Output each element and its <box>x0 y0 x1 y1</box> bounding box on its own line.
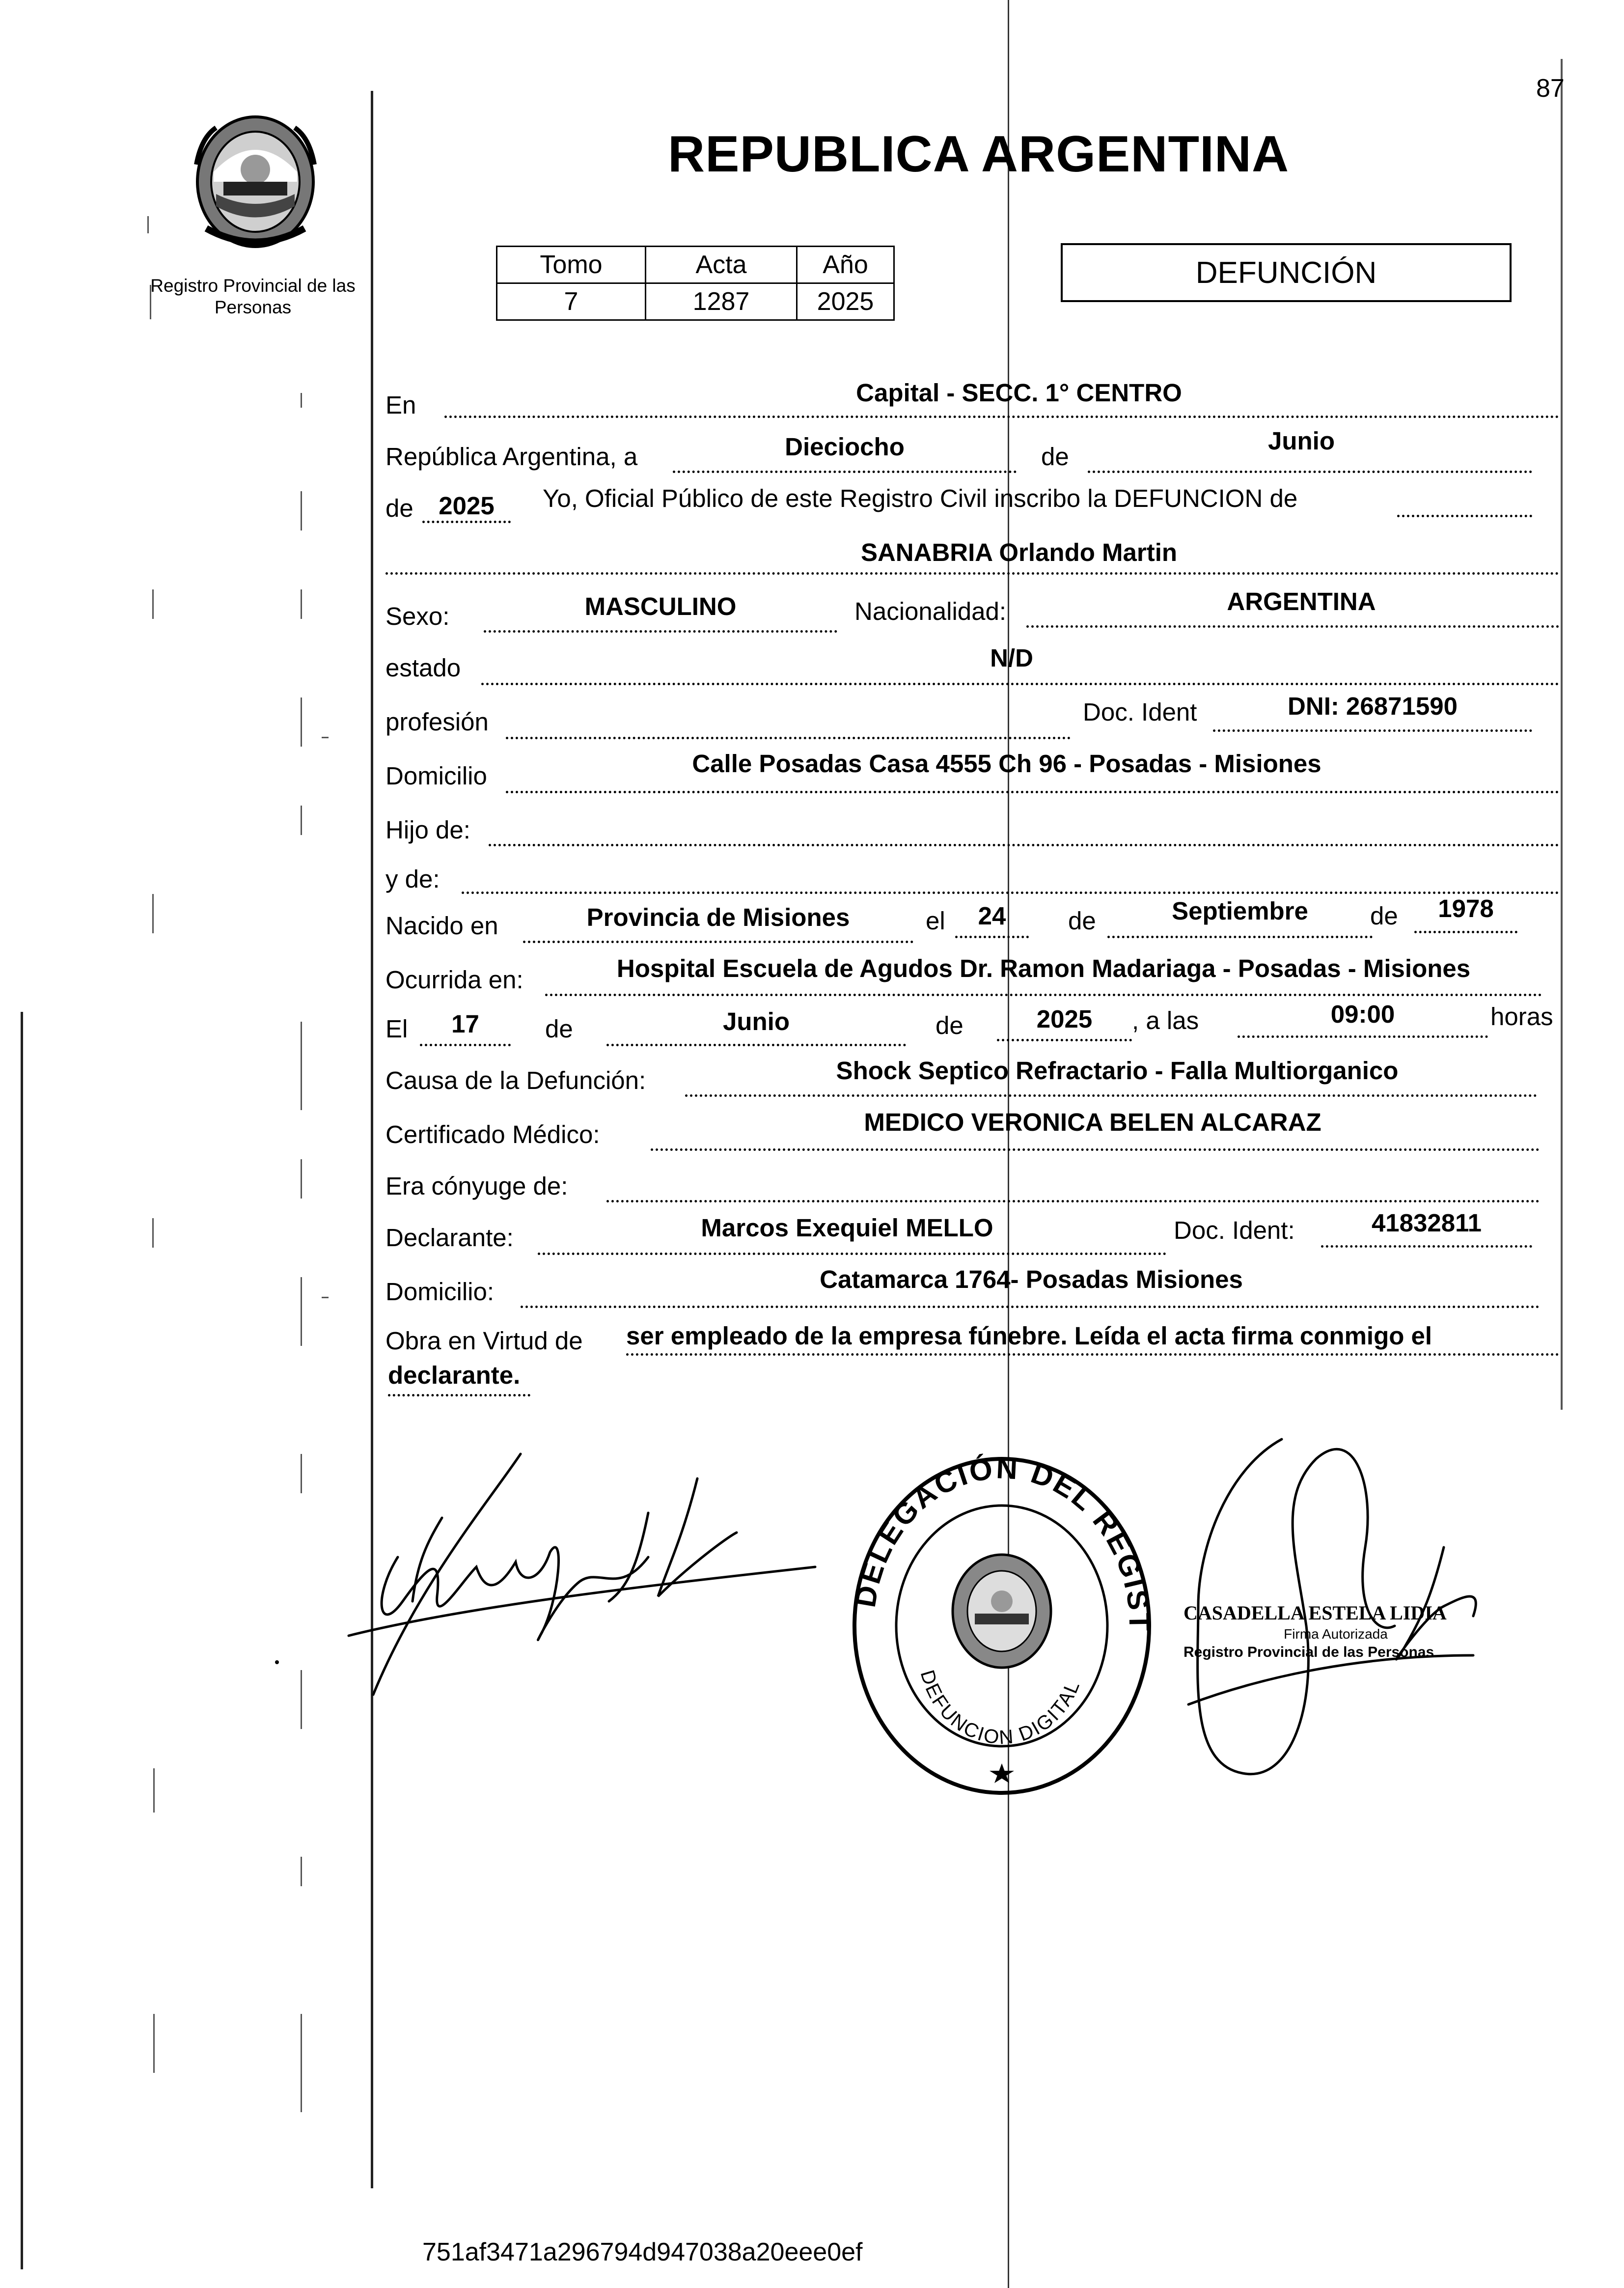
value-documento: DNI: 26871590 <box>1288 692 1458 720</box>
dotted-line <box>422 521 511 523</box>
page-number: 87 <box>1536 74 1565 103</box>
value-dia-texto: Dieciocho <box>785 433 905 461</box>
dotted-line <box>388 1394 530 1396</box>
label-de-n1: de <box>1068 907 1096 935</box>
official-stamp-block <box>1184 1601 1488 1661</box>
official-signature <box>1169 1400 1513 1793</box>
label-de-n2: de <box>1370 902 1398 930</box>
value-sexo: MASCULINO <box>584 592 737 620</box>
record-type-box: DEFUNCIÓN <box>1061 243 1512 302</box>
value-nac-mes: Septiembre <box>1172 897 1308 925</box>
official-stamp-office: Registro Provincial de las Personas <box>1184 1644 1434 1660</box>
official-stamp-role: Firma Autorizada <box>1284 1626 1388 1642</box>
label-republica: República Argentina, a <box>385 443 638 471</box>
dotted-line <box>1088 471 1532 473</box>
label-domicilio-2: Domicilio: <box>385 1278 495 1306</box>
value-nac-anio: 1978 <box>1438 894 1494 922</box>
label-estado: estado <box>385 654 461 682</box>
dotted-line <box>606 1200 1540 1202</box>
dotted-line <box>606 1044 906 1046</box>
dotted-line <box>955 936 1029 938</box>
dotted-line <box>997 1039 1132 1041</box>
value-nacionalidad: ARGENTINA <box>1227 587 1376 615</box>
meta-header-tomo: Tomo <box>497 247 646 283</box>
label-el: el <box>926 907 945 935</box>
value-obra-line2: declarante. <box>388 1361 521 1389</box>
dotted-line <box>1213 729 1532 732</box>
label-doc-ident-2: Doc. Ident: <box>1174 1216 1295 1244</box>
label-en: En <box>385 391 416 419</box>
left-margin-rule <box>371 91 373 2188</box>
dotted-line <box>651 1148 1540 1151</box>
value-declarante: Marcos Exequiel MELLO <box>701 1214 993 1242</box>
label-nacionalidad: Nacionalidad: <box>854 597 1007 625</box>
label-certificado: Certificado Médico: <box>385 1120 600 1148</box>
dotted-line <box>489 844 1559 846</box>
label-doc-ident: Doc. Ident <box>1083 698 1197 726</box>
dotted-line <box>506 737 1071 739</box>
value-certificado: MEDICO VERONICA BELEN ALCARAZ <box>864 1108 1321 1136</box>
dotted-line <box>385 572 1559 575</box>
provincial-seal-logo <box>187 108 324 255</box>
dotted-line <box>444 416 1559 418</box>
label-de-o2: de <box>936 1011 963 1039</box>
dotted-line <box>521 1306 1540 1308</box>
label-sexo: Sexo: <box>385 602 450 630</box>
label-el-2: El <box>385 1015 408 1043</box>
registry-label: Registro Provincial de las Personas <box>150 276 356 317</box>
meta-value-tomo: 7 <box>497 283 646 320</box>
label-de-o1: de <box>545 1015 573 1043</box>
value-nombre: SANABRIA Orlando Martin <box>860 538 1178 566</box>
label-de-1: de <box>1041 443 1069 471</box>
dotted-line <box>1107 936 1373 938</box>
value-anio: 2025 <box>439 492 495 520</box>
label-obra: Obra en Virtud de <box>385 1327 583 1355</box>
value-nac-dia: 24 <box>978 902 1006 930</box>
meta-header-anio: Año <box>797 247 894 283</box>
label-horas: horas <box>1490 1003 1553 1031</box>
label-declarante: Declarante: <box>385 1224 514 1252</box>
meta-value-acta: 1287 <box>646 283 797 320</box>
delegation-stamp <box>845 1444 1159 1798</box>
label-domicilio: Domicilio <box>385 762 487 790</box>
value-causa: Shock Septico Refractario - Falla Multiorganico <box>836 1057 1399 1085</box>
dotted-line <box>481 683 1559 685</box>
label-de-2: de <box>385 494 413 522</box>
label-y-de: y de: <box>385 865 440 893</box>
footer-hash: 751af3471a296794d947038a20eee0ef <box>422 2238 863 2266</box>
value-obra-line1: ser empleado de la empresa fúnebre. Leída el acta firma conmigo el <box>626 1322 1432 1350</box>
value-domicilio: Calle Posadas Casa 4555 Ch 96 - Posadas - Misiones <box>692 750 1321 778</box>
value-lugar: Capital - SECC. 1° CENTRO <box>856 379 1182 407</box>
value-mes: Junio <box>1268 427 1335 455</box>
dotted-line <box>538 1253 1166 1255</box>
dotted-line <box>685 1094 1537 1097</box>
dotted-line <box>506 791 1559 793</box>
dotted-line <box>1321 1245 1532 1248</box>
right-margin-rule <box>1561 59 1563 1410</box>
dotted-line <box>523 941 913 943</box>
value-def-anio: 2025 <box>1036 1005 1093 1033</box>
dotted-line <box>1238 1035 1488 1038</box>
stamp-inner-text: DEFUNCION DIGITAL <box>916 1668 1084 1749</box>
value-declarante-domicilio: Catamarca 1764- Posadas Misiones <box>820 1265 1243 1293</box>
label-nacido-en: Nacido en <box>385 912 498 940</box>
value-nacido-en: Provincia de Misiones <box>586 903 850 931</box>
value-def-dia: 17 <box>451 1010 479 1038</box>
dotted-line <box>420 1044 511 1046</box>
official-stamp-name: CASADELLA ESTELA LIDIA <box>1184 1602 1447 1624</box>
label-a-las: , a las <box>1132 1006 1199 1034</box>
label-profesion: profesión <box>385 708 489 736</box>
label-ocurrida: Ocurrida en: <box>385 966 523 994</box>
dotted-line <box>673 471 1017 473</box>
value-declarante-doc: 41832811 <box>1371 1209 1482 1237</box>
meta-value-anio: 2025 <box>797 283 894 320</box>
dotted-line <box>626 1353 1559 1356</box>
label-conyuge: Era cónyuge de: <box>385 1172 568 1200</box>
meta-header-acta: Acta <box>646 247 797 283</box>
margin-dot <box>275 1660 279 1664</box>
fold-line <box>1008 0 1009 2288</box>
dotted-line <box>484 630 837 633</box>
value-def-mes: Junio <box>723 1007 790 1035</box>
dotted-line <box>1414 931 1517 933</box>
dotted-line <box>462 892 1559 894</box>
svg-text:DEFUNCION DIGITAL <box>916 1668 1084 1749</box>
dotted-line <box>545 994 1542 996</box>
label-causa: Causa de la Defunción: <box>385 1066 646 1094</box>
label-oficial: Yo, Oficial Público de este Registro Civil inscribo la DEFUNCION de <box>543 484 1298 512</box>
value-estado: N/D <box>990 644 1033 672</box>
dotted-line <box>1026 625 1559 628</box>
document-title: REPUBLICA ARGENTINA <box>668 126 1290 183</box>
declarant-signature <box>344 1439 835 1734</box>
value-hora: 09:00 <box>1330 1000 1395 1028</box>
dotted-line <box>1397 515 1532 517</box>
stamp-outer-text: DELEGACIÓN DEL REGIST <box>848 1451 1156 1633</box>
label-hijo-de: Hijo de: <box>385 816 470 844</box>
value-ocurrida: Hospital Escuela de Agudos Dr. Ramon Madariaga - Posadas - Misiones <box>616 954 1471 982</box>
record-metadata-table <box>496 246 895 321</box>
